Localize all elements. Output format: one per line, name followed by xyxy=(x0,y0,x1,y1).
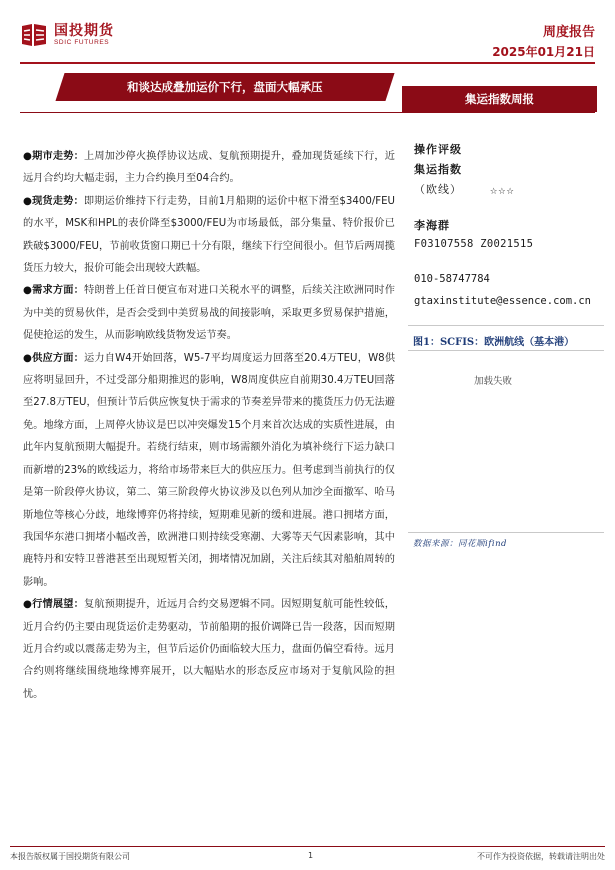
report-title-banner xyxy=(55,73,394,101)
analyst-licenses: F03107558 Z0021515 xyxy=(414,238,534,250)
section-label: ●行情展望： xyxy=(23,599,84,611)
logo-mark-icon xyxy=(20,22,48,48)
section-text: 即期运价维持下行走势，目前1月船期的运价中枢下滑至$3400/FEU的水平，MSK和HPL的表价降至$3000/FEU为市场最低，部分集量、特价报价已跌破$3000/FEU，节前收货窗口期已十分有限，继续下行空间很小。但节后两周揽货压力较大，报价可能会出现较大跌幅。 xyxy=(23,195,396,275)
section-label: ●供应方面： xyxy=(23,352,84,364)
report-title: 和谈达成叠加运价下行，盘面大幅承压 xyxy=(127,80,323,94)
company-logo xyxy=(20,20,150,50)
section-text: 复航预期提升，近远月合约交易逻辑不同。因短期复航可能性较低，近月合约仍主要由现货运价走势驱动，节前船期的报价调降已告一段落，因而短期近月合约或以震荡走势为主，但节后运价仍面临较大压力，盘面仍偏空看待。远月合约则将继续围绕地缘博弈展开，以大幅贴水的形态反应市场对于复航风险的担忧。 xyxy=(23,599,395,700)
analyst-name: 李海群 xyxy=(414,219,450,232)
rating-route: （欧线） xyxy=(414,183,462,196)
main-content xyxy=(23,146,395,706)
section-label: ●期市走势： xyxy=(23,151,84,162)
figure-divider xyxy=(408,532,604,533)
section-label: ●需求方面： xyxy=(23,285,84,297)
logo-name: 国投期货 xyxy=(54,23,114,39)
report-type: 周度报告 xyxy=(542,25,595,40)
rating-stars-icon: ☆☆☆ xyxy=(490,183,515,197)
page-number: 1 xyxy=(308,851,314,860)
rating-title: 操作评级 xyxy=(414,143,462,156)
footer-copyright: 本报告版权属于国投期货有限公司 xyxy=(10,852,130,861)
figure-source: 数据来源：同花顺ifind xyxy=(413,539,507,549)
footer-divider xyxy=(10,846,605,847)
section-outlook xyxy=(23,594,395,706)
rating-product: 集运指数 xyxy=(414,163,462,176)
logo-name-en: SDIC FUTURES xyxy=(54,39,110,46)
section-spot-trend xyxy=(23,191,395,281)
rating-panel xyxy=(414,140,604,200)
footer-disclaimer: 不可作为投资依据，转载请注明出处 xyxy=(477,852,605,861)
section-futures-trend xyxy=(23,146,395,191)
section-text: 上周加沙停火换俘协议达成、复航预期提升，叠加现货延续下行，近远月合约均大幅走弱，主力合约换月至04合约。 xyxy=(23,151,395,185)
figure-load-error: 加载失败 xyxy=(473,376,512,387)
section-text: 特朗普上任首日便宣布对进口关税水平的调整，后续关注欧洲同时作为中美的贸易伙伴，是否会受到中美贸易战的间接影响，采取更多贸易保护措施，促使抢运的发生，从而影响欧线货物发运节奏。 xyxy=(23,285,395,342)
figure-title: 图1：SCFIS：欧洲航线（基本港） xyxy=(413,337,575,348)
report-date: 2025年01月21日 xyxy=(492,45,595,59)
section-supply xyxy=(23,348,395,594)
analyst-email[interactable]: gtaxinstitute@essence.com.cn xyxy=(414,295,592,307)
report-category: 集运指数周报 xyxy=(465,92,534,106)
rating-row xyxy=(414,180,604,200)
section-demand xyxy=(23,280,395,347)
header-divider xyxy=(20,62,595,64)
report-category-tag xyxy=(402,86,597,112)
figure-divider xyxy=(408,350,604,351)
banner-divider xyxy=(20,112,595,113)
figure-divider xyxy=(408,325,604,326)
section-label: ●现货走势： xyxy=(23,195,84,207)
analyst-phone: 010-58747784 xyxy=(414,273,490,285)
section-text: 运力自W4开始回落，W5-7平均周度运力回落至20.4万TEU，W8供应将明显回升，不过受部分船期推迟的影响，W8周度供应自前期30.4万TEU回落至27.8万TEU，但预计节后供应恢复快于需求的节奏差异带来的揽货压力仍无法避免。地缘方面，上周停火协议是巴以冲突爆发15个月来首次达成的实质性进展，由此年内复航预期大幅提升。若绕行结束，则市场需额外消化为填补绕行下运力缺口而新增的23%的欧线运力，将给市场带来巨大的供应压力。但考虑到当前执行的仅是第一阶段停火协议，第二、第三阶段停火协议涉及以色列从加沙全面撤军、哈马斯地位等核心分歧，地缘博弈仍将持续，短期难见新的缓和进展。港口拥堵方面，我国华东港口拥堵小幅改善，欧洲港口则持续受寒潮、大雾等天气因素影响，其中鹿特丹和安特卫普港甚至出现短暂关闭，拥堵情况加剧，关注后续其对船舶周转的影响。 xyxy=(23,352,396,588)
